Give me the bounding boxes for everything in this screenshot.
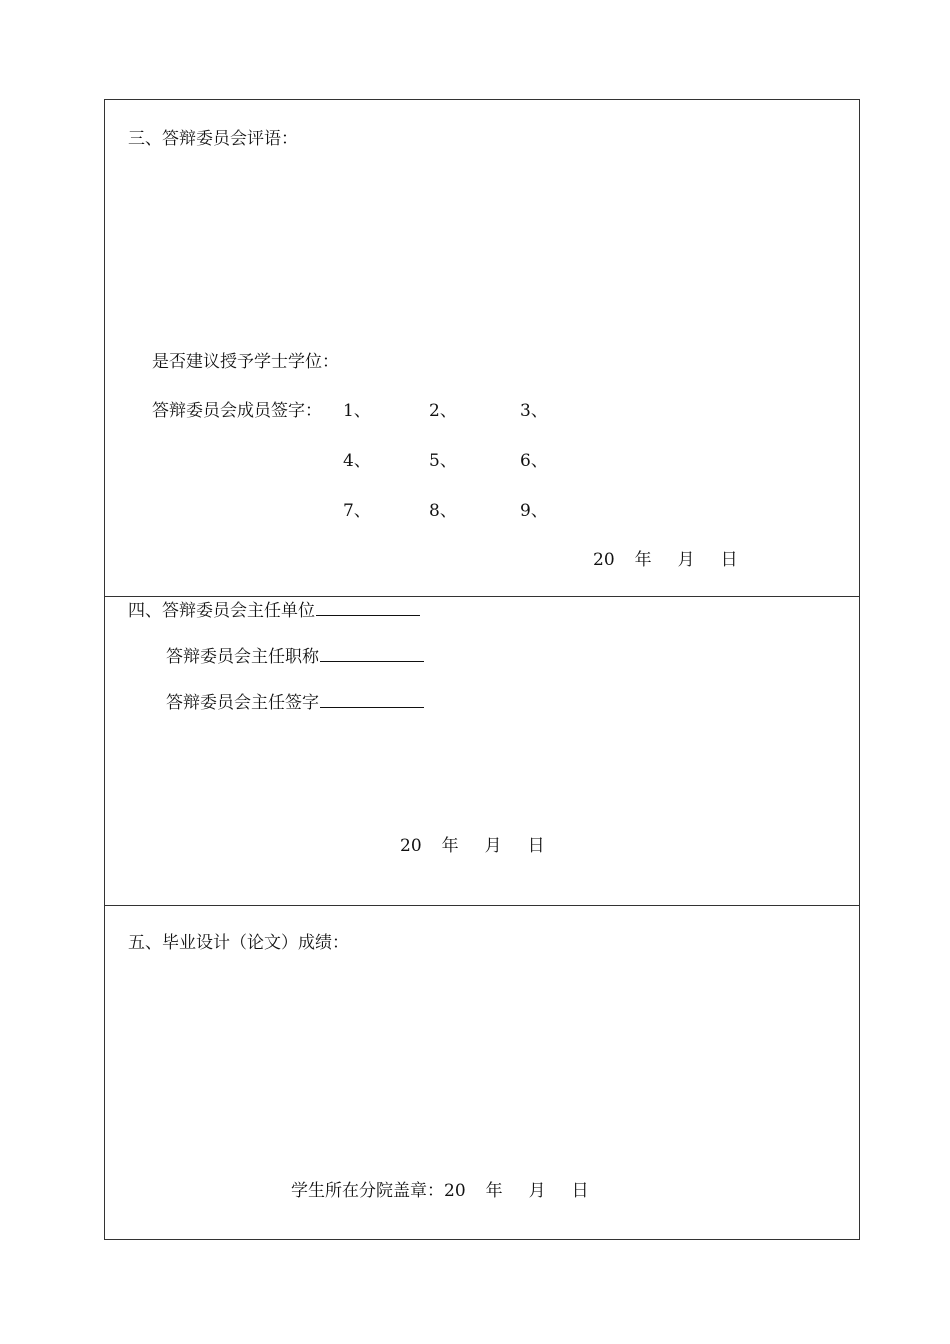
signer-number: 9、 bbox=[520, 501, 548, 521]
date-month: 月 bbox=[484, 836, 502, 856]
section3-heading: 三、答辩委员会评语： bbox=[128, 129, 298, 149]
date-day: 日 bbox=[720, 550, 738, 570]
date-year-prefix: 20 bbox=[444, 1181, 466, 1201]
chair-unit-label: 四、答辩委员会主任单位 bbox=[128, 601, 315, 621]
seal-date-row bbox=[291, 1180, 589, 1202]
date-day: 日 bbox=[571, 1181, 589, 1201]
degree-question: 是否建议授予学士学位： bbox=[152, 352, 339, 372]
signer-number: 6、 bbox=[520, 451, 548, 471]
chair-title-blank[interactable] bbox=[320, 644, 424, 662]
signer-number: 2、 bbox=[429, 401, 457, 421]
date-year-prefix: 20 bbox=[400, 836, 422, 856]
signers-label: 答辩委员会成员签字： bbox=[152, 401, 322, 421]
section-divider bbox=[105, 905, 859, 906]
date-day: 日 bbox=[527, 836, 545, 856]
date-month: 月 bbox=[677, 550, 695, 570]
signer-number: 3、 bbox=[520, 401, 548, 421]
chair-signature-row bbox=[166, 690, 424, 714]
chair-signature-blank[interactable] bbox=[320, 690, 424, 708]
chair-unit-blank[interactable] bbox=[316, 598, 420, 616]
section5-heading: 五、毕业设计（论文）成绩： bbox=[128, 933, 349, 953]
section3-date bbox=[593, 549, 738, 571]
chair-title-row bbox=[166, 644, 424, 668]
date-year: 年 bbox=[441, 836, 459, 856]
signer-number: 7、 bbox=[343, 501, 371, 521]
signer-number: 5、 bbox=[429, 451, 457, 471]
form-frame bbox=[104, 99, 860, 1240]
chair-signature-label: 答辩委员会主任签字 bbox=[166, 693, 319, 713]
date-year: 年 bbox=[485, 1181, 503, 1201]
date-year: 年 bbox=[634, 550, 652, 570]
section4-date bbox=[400, 835, 545, 857]
date-year-prefix: 20 bbox=[593, 550, 615, 570]
date-month: 月 bbox=[528, 1181, 546, 1201]
chair-unit-row bbox=[128, 598, 420, 622]
section-divider bbox=[105, 596, 859, 597]
chair-title-label: 答辩委员会主任职称 bbox=[166, 647, 319, 667]
signer-number: 8、 bbox=[429, 501, 457, 521]
seal-label: 学生所在分院盖章： bbox=[291, 1181, 444, 1201]
signer-number: 4、 bbox=[343, 451, 371, 471]
signer-number: 1、 bbox=[343, 401, 371, 421]
